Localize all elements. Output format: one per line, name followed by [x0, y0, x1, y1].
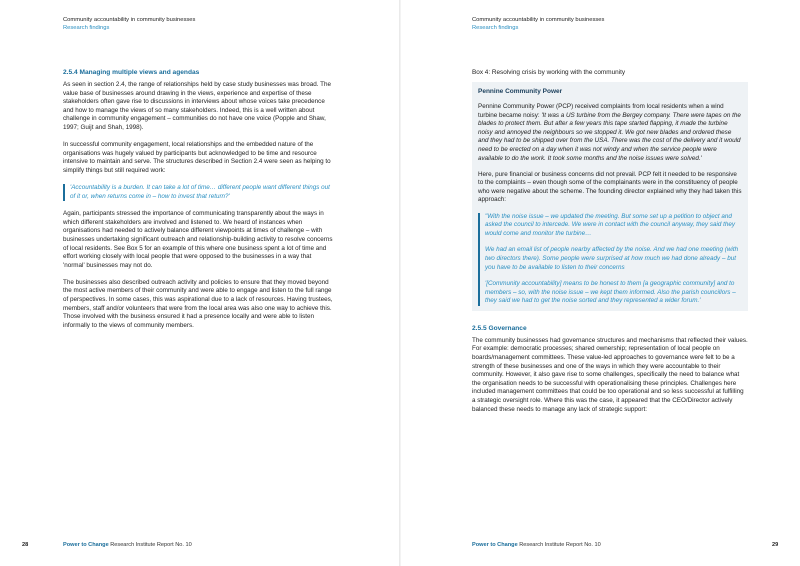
- running-head-title: Community accountability in community businesses: [472, 17, 605, 23]
- paragraph: In successful community engagement, local relationships and the embedded nature of the organisations was hugely valued by participants but acknowledged to be time and resource intensive to maintain and serve. The structures described in Section 2.4 were seen as helping to simplify things but still required work:: [63, 141, 331, 174]
- footer-brand: Power to Change: [472, 542, 518, 548]
- quote-paragraph: '[Community accountability] means to be honest to them [a geographic community] and to members – so, with the noise issue – we kept them informed. Also the parish councillors – they said we had to get the noise sorted and they represented a wider forum.': [485, 280, 736, 305]
- left-column: [63, 69, 333, 339]
- box-intro: [478, 103, 742, 163]
- footer-brand: Power to Change: [63, 542, 109, 548]
- box-intro-plain: Pennine Community Power (PCP) received complaints from local residents when a wind turbine became noisy:: [478, 103, 724, 119]
- running-head-subtitle: Research findings: [472, 24, 519, 31]
- running-head-right: [472, 17, 604, 32]
- quote-paragraph: "With the noise issue – we updated the meeting. But some set up a petition to object and asked the council to intercede. We were in contact with the council anyway, they said they would come and monitor the turbine…: [485, 212, 736, 237]
- page-number: 28: [22, 542, 29, 548]
- footer-report-title: [472, 542, 601, 549]
- paragraph: As seen in section 2.4, the range of relationships held by case study businesses was broad. The value base of businesses around drawing in the views, experience and expertise of these stakeholders often gave rise to discussions in interviews about whose voices take precedence and how to manage the views of so many stakeholders. Indeed, this is a well written about challenge in community engagement – communities do not have one voice (Popple and Shaw, 1997; Guijt and Shah, 1998).: [63, 81, 332, 131]
- section-heading-2-5-5: 2.5.5 Governance: [472, 324, 527, 332]
- footer-report-title: [63, 542, 192, 549]
- box-label: Box 4: Resolving crisis by working with the community: [472, 69, 626, 76]
- running-head-left: [63, 17, 195, 32]
- running-head-title: Community accountability in community businesses: [63, 17, 196, 23]
- box-intro-quote: 'It was a US turbine from the Bergey company. There were tapes on the blades to protect them. But after a few years this tape started flapping, it made the turbine noisy and annoyed the neighbours so we stopped it. We got new blades and ordered these and they had to be shipped over from the USA. There was the cost of the delivery and it would need to be erected on a day when it was not windy and when the service people were available to do the work. It took some months and the noise issues were solved.': [478, 111, 741, 162]
- running-head-subtitle: Research findings: [63, 24, 110, 31]
- page-number: 29: [772, 542, 779, 548]
- right-page: [400, 0, 800, 566]
- pull-quote: 'Accountability is a burden. It can take a lot of time… different people want different things out of it or, when returns come in – how to invest that return?': [63, 184, 333, 201]
- footer-report: Research Institute Report No. 10: [517, 542, 601, 548]
- section-heading-2-5-4: 2.5.4 Managing multiple views and agendas: [63, 69, 200, 76]
- paragraph: The community businesses had governance structures and mechanisms that reflected their values. For example: democratic processes; shared ownership; representation of local people on boards/management committees. These value-led approaches to governance were felt to be a strength of these businesses and one of the ways in which they were accountable to their community. However, it also gave rise to some challenges, specifically the need to balance what the organisation needs to be successful with operationalising these principles. Challenges here included management committees that could be too operational and so less successful at fulfilling a strategic oversight role. Where this was the case, it appeared that the CEO/Director actively balanced these needs to manage any lack of strategic support:: [472, 336, 748, 413]
- paragraph: The businesses also described outreach activity and policies to ensure that they moved beyond the most active members of their community and were able to engage and listen to the full range of perspectives. In some cases, this was aspirational due to a lack of resources. Having trustees, members, staff and/or volunteers that were from the local area was also one way to achieve this. Those involved with the business ensured it had a presence locally and were able to listen informally to the views of community members.: [63, 278, 333, 329]
- box-title: Pennine Community Power: [478, 88, 563, 95]
- right-column: [472, 69, 748, 423]
- footer-report: Research Institute Report No. 10: [108, 542, 192, 548]
- box-quote: [478, 213, 742, 306]
- box-paragraph: Here, pure financial or business concerns did not prevail. PCP felt it needed to be responsive to the complaints – even though some of the complainants were in the constituency of people who were negative about the scheme. The founding director explained why they had taken this approach:: [478, 170, 742, 204]
- case-study-box: [472, 82, 748, 311]
- quote-paragraph: We had an email list of people nearby affected by the noise. And we had one meeting (with two directors there). Some people were surprised at how much we had done already – but you have to be available to listen to their concerns: [485, 246, 739, 271]
- paragraph: Again, participants stressed the importance of communicating transparently about the ways in which different stakeholders are involved and listened to. We heard of instances when organisations had needed to actively balance different viewpoints at times of challenge – with businesses undertaking significant outreach and relationship-building activity to resolve concerns of local residents. See Box 5 for an example of this where one business spent a lot of time and effort working closely with local people that were opposed to the businesses in a way that 'normal' businesses may not do.: [63, 210, 333, 269]
